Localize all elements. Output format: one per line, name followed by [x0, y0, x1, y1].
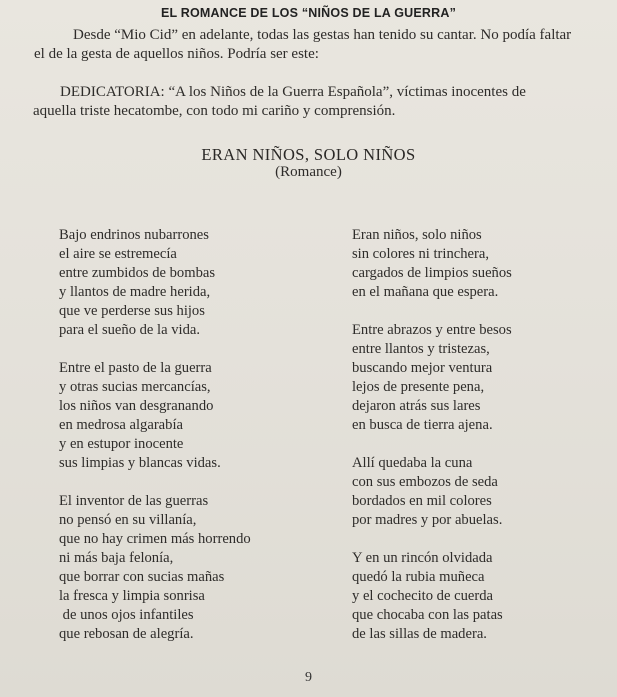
verse-line: Y en un rincón olvidada: [352, 550, 493, 566]
stanza-gap: [352, 435, 607, 454]
poem-title: ERAN NIÑOS, SOLO NIÑOS: [201, 145, 416, 164]
verse-line: no pensó en su villanía,: [59, 512, 197, 528]
verse-line: por madres y por abuelas.: [352, 512, 503, 528]
verse-line: que borrar con sucias mañas: [59, 569, 225, 585]
poem-right-column: [352, 226, 607, 644]
verse-line: el aire se estremecía: [59, 246, 177, 262]
intro-line: Desde “Mio Cid” en adelante, todas las gestas han tenido su cantar. No podía faltar: [73, 27, 572, 43]
poem-subtitle: (Romance): [275, 164, 342, 180]
page-number: 9: [305, 670, 312, 685]
verse-line: en busca de tierra ajena.: [352, 417, 493, 433]
dedication-line: aquella triste hecatombe, con todo mi cariño y comprensión.: [33, 103, 396, 119]
verse-line: Entre abrazos y entre besos: [352, 322, 512, 338]
verse-line: y otras sucias mercancías,: [59, 379, 211, 395]
verse-line: la fresca y limpia sonrisa: [59, 588, 205, 604]
verse-line: los niños van desgranando: [59, 398, 214, 414]
verse-line: Allí quedaba la cuna: [352, 455, 473, 471]
stanza-gap: [352, 530, 607, 549]
verse-line: entre zumbidos de bombas: [59, 265, 216, 281]
dedication-paragraph: [0, 83, 617, 121]
section-title: EL ROMANCE DE LOS “NIÑOS DE LA GUERRA”: [160, 6, 457, 20]
verse-line: Eran niños, solo niños: [352, 227, 482, 243]
verse-line: que no hay crimen más horrendo: [59, 531, 251, 547]
stanza-gap: [352, 302, 607, 321]
stanza-gap: [59, 340, 329, 359]
verse-line: lejos de presente pena,: [352, 379, 485, 395]
verse-line: El inventor de las guerras: [59, 493, 209, 509]
intro-line: el de la gesta de aquellos niños. Podría ser este:: [34, 46, 319, 62]
verse-line: de unos ojos infantiles: [59, 607, 194, 623]
verse-line: cargados de limpios sueños: [352, 265, 512, 281]
verse-line: que chocaba con las patas: [352, 607, 503, 623]
stanza-gap: [59, 473, 329, 492]
poem-left-column: [59, 226, 329, 644]
verse-line: dejaron atrás sus lares: [352, 398, 481, 414]
verse-line: y en estupor inocente: [59, 436, 184, 452]
verse-line: de las sillas de madera.: [352, 626, 487, 642]
verse-line: Bajo endrinos nubarrones: [59, 227, 209, 243]
dedication-line: DEDICATORIA: “A los Niños de la Guerra Española”, víctimas inocentes de: [60, 84, 526, 100]
verse-line: sus limpias y blancas vidas.: [59, 455, 221, 471]
verse-line: en medrosa algarabía: [59, 417, 183, 433]
verse-line: en el mañana que espera.: [352, 284, 499, 300]
verse-line: que ve perderse sus hijos: [59, 303, 205, 319]
verse-line: con sus embozos de seda: [352, 474, 498, 490]
verse-line: entre llantos y tristezas,: [352, 341, 490, 357]
verse-line: para el sueño de la vida.: [59, 322, 201, 338]
verse-line: y el cochecito de cuerda: [352, 588, 493, 604]
verse-line: Entre el pasto de la guerra: [59, 360, 212, 376]
verse-line: buscando mejor ventura: [352, 360, 493, 376]
verse-line: sin colores ni trinchera,: [352, 246, 489, 262]
verse-line: y llantos de madre herida,: [59, 284, 211, 300]
verse-line: que rebosan de alegría.: [59, 626, 194, 642]
intro-paragraph: [0, 26, 617, 64]
verse-line: bordados en mil colores: [352, 493, 492, 509]
verse-line: quedó la rubia muñeca: [352, 569, 485, 585]
verse-line: ni más baja felonía,: [59, 550, 174, 566]
